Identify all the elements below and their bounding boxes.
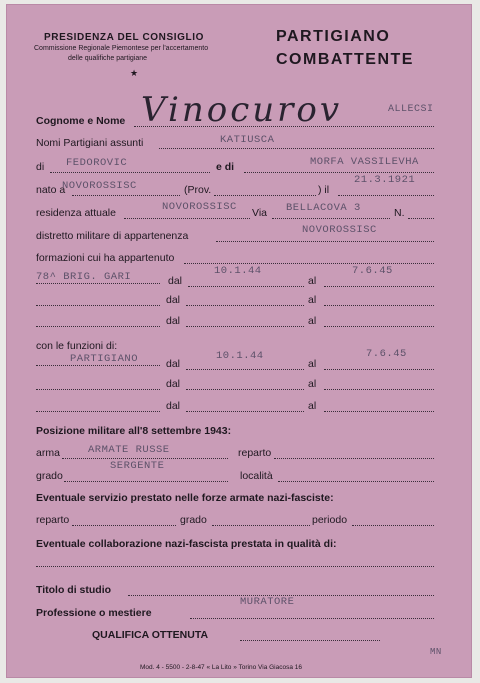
- grado-servizio-line: [212, 525, 310, 526]
- luogo-nascita-value: NOVOROSSISC: [62, 180, 137, 192]
- padre-value: FEDOROVIC: [66, 157, 128, 169]
- formazione-row-3-al-line: [324, 326, 434, 327]
- formazione-row-3-dal-line: [186, 326, 304, 327]
- star-icon: ★: [130, 68, 139, 78]
- periodo-line: [352, 525, 434, 526]
- funzione-row-2-dal-label: dal: [166, 378, 181, 390]
- label-reparto-servizio: reparto: [36, 514, 70, 526]
- label-arma: arma: [36, 447, 60, 459]
- via-line: [272, 218, 390, 219]
- funzione-row-1-al-line: [324, 369, 434, 370]
- formazione-row-1-al-line: [324, 286, 434, 287]
- funzione-row-1-dal-line: [186, 369, 304, 370]
- formazione-row-2-line: [36, 305, 160, 306]
- funzione-row-2-al-line: [324, 389, 434, 390]
- luogo-nascita-line: [72, 195, 180, 196]
- label-e-di: e di: [216, 161, 235, 173]
- formazione-row-2-al-label: al: [308, 294, 317, 306]
- professione-value: MURATORE: [240, 596, 295, 608]
- funzione-row-1-al-value: 7.6.45: [366, 348, 407, 360]
- label-titolo-studio: Titolo di studio: [36, 584, 112, 596]
- arma-line: [62, 458, 228, 459]
- label-distretto: distretto militare di appartenenza: [36, 230, 189, 242]
- commission-line-1: Commissione Regionale Piemontese per l'accertamento: [34, 45, 209, 52]
- formazione-row-2-dal-label: dal: [166, 294, 181, 306]
- org-title: PRESIDENZA DEL CONSIGLIO: [44, 32, 204, 43]
- print-info: Mod. 4 - 5500 - 2-8-47 « La Lito » Torino Via Giacosa 16: [140, 664, 302, 671]
- collaborazione-line-1: [36, 566, 434, 567]
- madre-line: [244, 172, 434, 173]
- label-n: N.: [394, 207, 405, 219]
- localita-line: [278, 481, 434, 482]
- formazione-row-2-al-line: [324, 305, 434, 306]
- formazione-row-1-dal-line: [188, 286, 304, 287]
- funzione-row-1-nome: PARTIGIANO: [70, 353, 139, 365]
- label-cognome: Cognome e Nome: [36, 115, 126, 127]
- prov-line: [214, 195, 316, 196]
- cognome-handwritten: Vinocurov: [141, 90, 343, 130]
- label-collaborazione: Eventuale collaborazione nazi-fascista prestata in qualità di:: [36, 538, 337, 550]
- funzione-row-3-al-label: al: [308, 400, 317, 412]
- initials-value: MN: [430, 647, 442, 657]
- n-line: [408, 218, 434, 219]
- label-di: di: [36, 161, 45, 173]
- label-residenza: residenza attuale: [36, 207, 116, 219]
- nome-partigiano-value: KATIUSCA: [220, 134, 275, 146]
- qualifica-line: [240, 640, 380, 641]
- formazione-row-2-dal-line: [186, 305, 304, 306]
- label-nato: nato a: [36, 184, 66, 196]
- nome-value: ALLECSI: [388, 104, 434, 115]
- formazione-row-3-al-label: al: [308, 315, 317, 327]
- partisan-record-card: [6, 4, 472, 678]
- label-prov: (Prov.: [184, 184, 212, 196]
- via-value: BELLACOVA 3: [286, 202, 361, 214]
- title-line-2: COMBATTENTE: [276, 51, 414, 68]
- reparto-line: [274, 458, 434, 459]
- data-nascita-line: [338, 195, 434, 196]
- title-line-1: PARTIGIANO: [276, 28, 391, 45]
- formazione-row-1-al-label: al: [308, 275, 317, 287]
- label-periodo: periodo: [312, 514, 348, 526]
- funzione-row-3-al-line: [324, 411, 434, 412]
- funzione-row-2-dal-line: [186, 389, 304, 390]
- grado-line: [64, 481, 228, 482]
- arma-value: ARMATE RUSSE: [88, 444, 170, 456]
- grado-value: SERGENTE: [110, 460, 165, 472]
- label-grado: grado: [36, 470, 63, 482]
- formazione-row-1-line: [36, 283, 160, 284]
- funzione-row-1-al-label: al: [308, 358, 317, 370]
- funzione-row-3-line: [36, 411, 160, 412]
- label-grado-servizio: grado: [180, 514, 207, 526]
- formazione-row-1-nome: 78^ BRIG. GARI: [36, 271, 132, 283]
- label-nomi-partigiani: Nomi Partigiani assunti: [36, 137, 144, 149]
- label-qualifica: QUALIFICA OTTENUTA: [92, 629, 209, 641]
- formazione-row-1-dal-value: 10.1.44: [214, 265, 262, 277]
- label-reparto: reparto: [238, 447, 272, 459]
- formazione-row-3-dal-label: dal: [166, 315, 181, 327]
- funzione-row-1-line: [36, 365, 160, 366]
- funzione-row-1-dal-value: 10.1.44: [216, 350, 264, 362]
- formazione-row-3-line: [36, 326, 160, 327]
- label-funzioni: con le funzioni di:: [36, 340, 118, 352]
- commission-line-2: delle qualifiche partigiane: [68, 55, 147, 62]
- padre-line: [50, 172, 210, 173]
- formazione-row-1-dal-label: dal: [168, 275, 183, 287]
- formazioni-line: [184, 263, 434, 264]
- madre-value: MORFA VASSILEVHA: [310, 156, 419, 168]
- funzione-row-3-dal-line: [186, 411, 304, 412]
- label-via: Via: [252, 207, 267, 219]
- data-nascita-value: 21.3.1921: [354, 174, 416, 186]
- distretto-line: [216, 241, 434, 242]
- label-posizione: Posizione militare all'8 settembre 1943:: [36, 425, 232, 437]
- reparto-servizio-line: [72, 525, 176, 526]
- funzione-row-1-dal-label: dal: [166, 358, 181, 370]
- label-il: ) il: [318, 184, 330, 196]
- formazione-row-1-al-value: 7.6.45: [352, 265, 393, 277]
- funzione-row-3-dal-label: dal: [166, 400, 181, 412]
- residenza-line: [124, 218, 250, 219]
- professione-line: [190, 618, 434, 619]
- label-servizio: Eventuale servizio prestato nelle forze armate nazi-fasciste:: [36, 492, 334, 504]
- label-formazioni: formazioni cui ha appartenuto: [36, 252, 175, 264]
- nomi-partigiani-line: [159, 148, 434, 149]
- funzione-row-2-line: [36, 389, 160, 390]
- funzione-row-2-al-label: al: [308, 378, 317, 390]
- label-professione: Professione o mestiere: [36, 607, 152, 619]
- residenza-value: NOVOROSSISC: [162, 201, 237, 213]
- distretto-value: NOVOROSSISC: [302, 224, 377, 236]
- label-localita: località: [240, 470, 273, 482]
